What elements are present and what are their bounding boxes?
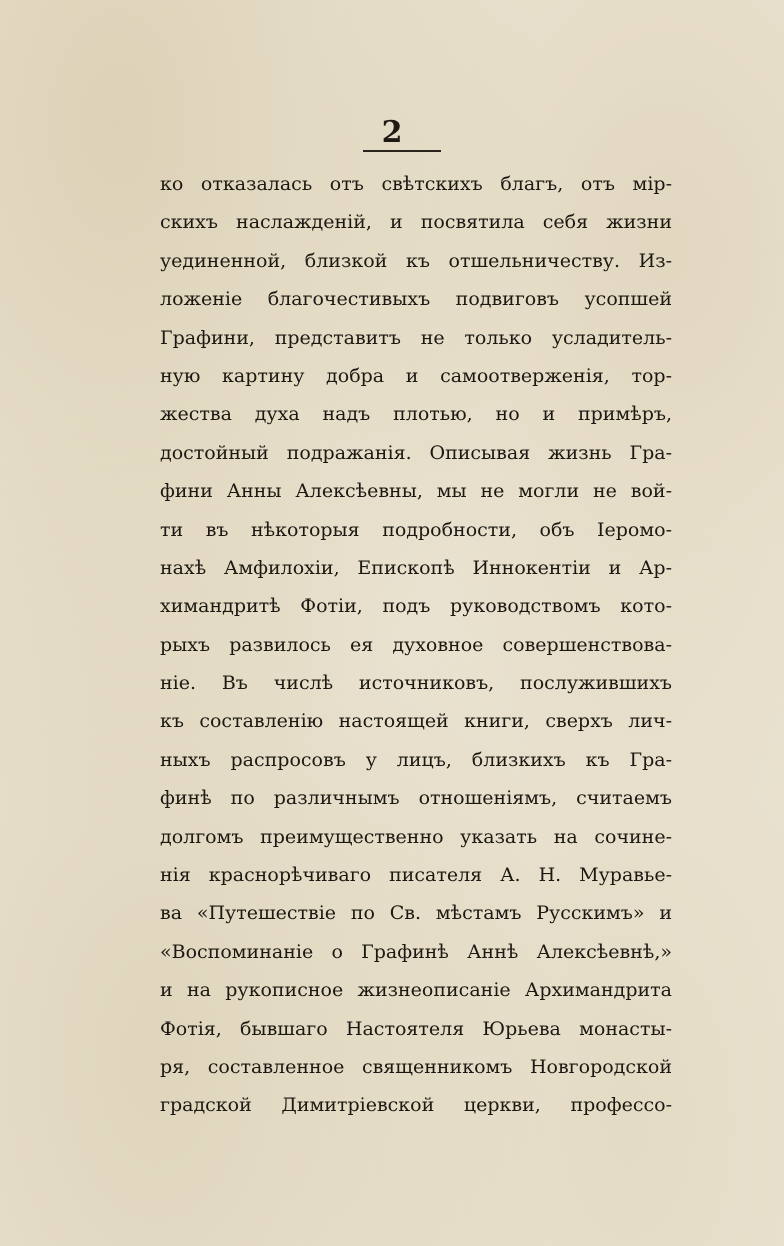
text-line: къ составленію настоящей книги, сверхъ лич- xyxy=(160,710,672,733)
text-line: нія краснорѣчиваго писателя А. Н. Муравье- xyxy=(160,864,672,887)
text-line: ва «Путешествіе по Св. мѣстамъ Русскимъ» и xyxy=(160,902,672,925)
text-line: фини Анны Алексѣевны, мы не могли не вой- xyxy=(160,480,672,503)
text-line: «Воспоминаніе о Графинѣ Аннѣ Алексѣевнѣ,» xyxy=(160,940,672,963)
text-line: ныхъ распросовъ у лицъ, близкихъ къ Гра- xyxy=(160,748,672,771)
text-line: градской Димитріевской церкви, профессо- xyxy=(160,1094,672,1117)
text-line: рыхъ развилось ея духовное совершенствова- xyxy=(160,633,672,656)
text-line: долгомъ преимущественно указать на сочине- xyxy=(160,825,672,848)
header-rule xyxy=(363,150,441,152)
text-line: достойный подражанія. Описывая жизнь Гра- xyxy=(160,441,672,464)
text-line: уединенной, близкой къ отшельничеству. Из- xyxy=(160,249,672,272)
text-line: химандритѣ Фотіи, подъ руководствомъ кото- xyxy=(160,595,672,618)
text-line: ніе. Въ числѣ источниковъ, послужившихъ xyxy=(160,672,672,695)
text-line: ную картину добра и самоотверженія, тор- xyxy=(160,364,672,387)
page-number: 2 xyxy=(381,115,403,150)
text-line: ко отказалась отъ свѣтскихъ благъ, отъ мір- xyxy=(160,173,672,195)
text-line: Фотія, бывшаго Настоятеля Юрьева монасты- xyxy=(160,1017,672,1040)
text-line: жества духа надъ плотью, но и примѣръ, xyxy=(160,403,672,426)
text-line: и на рукописное жизнеописаніе Архимандрита xyxy=(160,979,672,1002)
text-line: финѣ по различнымъ отношеніямъ, считаемъ xyxy=(160,787,672,810)
text-line: ти въ нѣкоторыя подробности, объ Іеромо- xyxy=(160,518,672,541)
text-line: ложеніе благочестивыхъ подвиговъ усопшей xyxy=(160,288,672,311)
text-line: Графини, представитъ не только усладитель- xyxy=(160,326,672,349)
body-text xyxy=(160,165,672,1125)
text-line: ря, составленное священникомъ Новгородской xyxy=(160,1055,672,1078)
text-line: скихъ наслажденій, и посвятила себя жизни xyxy=(160,211,672,234)
text-line: нахѣ Амфилохіи, Епископѣ Иннокентіи и Ар- xyxy=(160,556,672,579)
